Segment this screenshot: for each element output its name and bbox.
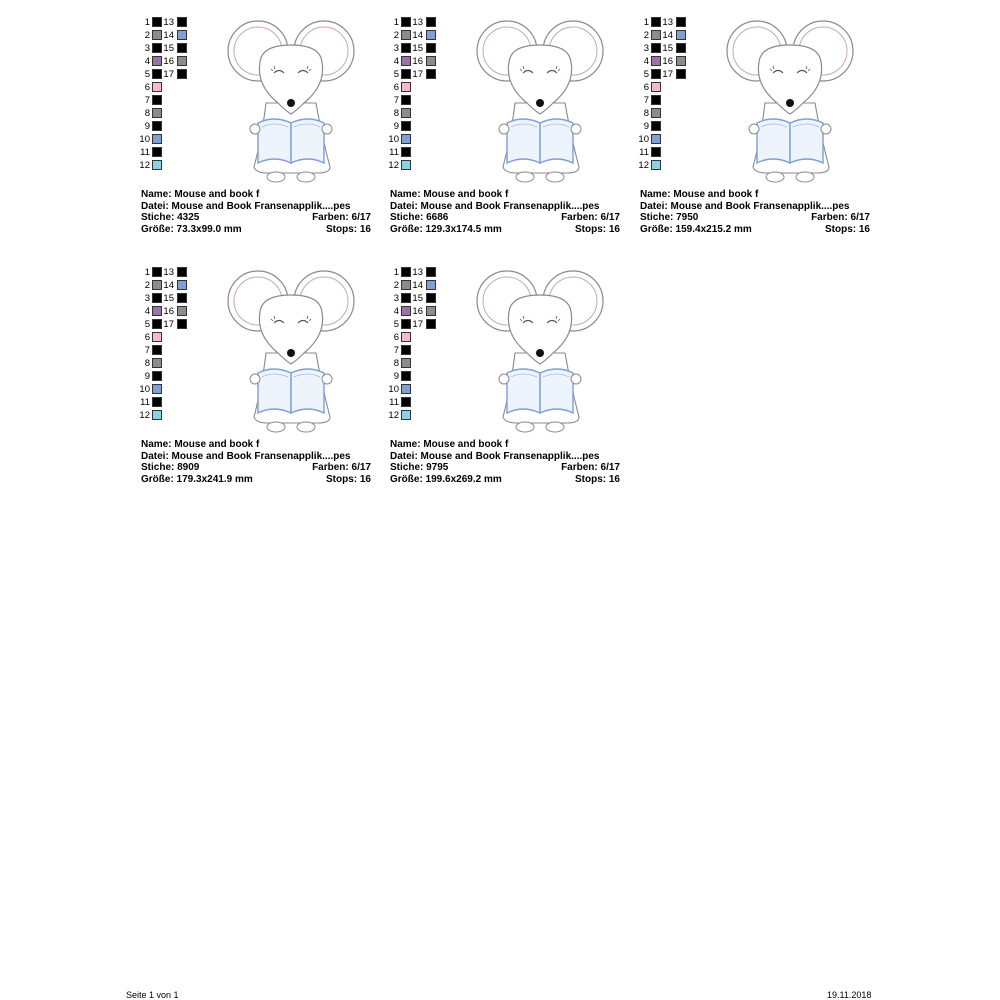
palette-row: [141, 358, 201, 371]
color-count: Farben: 6/17: [561, 212, 620, 223]
color-number: 2: [393, 30, 399, 41]
color-number: 4: [144, 306, 150, 317]
color-number: 2: [393, 280, 399, 291]
design-name: Name: Mouse and book f: [640, 189, 759, 200]
color-swatch: [426, 293, 436, 303]
palette-row: [141, 108, 201, 121]
color-number: 5: [393, 69, 399, 80]
design-card: [640, 17, 875, 242]
palette-row: [640, 56, 700, 69]
design-name: Name: Mouse and book f: [141, 189, 260, 200]
palette-row: [390, 17, 450, 30]
color-number: 2: [144, 30, 150, 41]
mouse-reading-book-illustration: [725, 17, 860, 187]
color-number: 17: [163, 319, 174, 330]
design-card: [141, 267, 376, 492]
color-number: 11: [389, 397, 399, 408]
color-swatch: [152, 147, 162, 157]
info-line: [141, 224, 371, 236]
color-swatch: [426, 43, 436, 53]
color-swatch: [152, 121, 162, 131]
color-number: 1: [393, 17, 399, 28]
info-line: [390, 224, 620, 236]
color-number: 6: [393, 82, 399, 93]
color-swatch: [177, 280, 187, 290]
color-number: 1: [393, 267, 399, 278]
color-number: 2: [144, 280, 150, 291]
design-file: Datei: Mouse and Book Fransenapplik....pes: [390, 450, 600, 462]
color-number: 17: [412, 319, 423, 330]
info-line: [390, 451, 620, 463]
color-number: 9: [144, 121, 150, 132]
design-size: Größe: 159.4x215.2 mm: [640, 223, 752, 235]
color-swatch: [676, 17, 686, 27]
color-number: 3: [393, 293, 399, 304]
palette-row: [640, 17, 700, 30]
mouse-reading-book-illustration: [475, 267, 610, 437]
mouse-reading-book-illustration: [226, 267, 361, 437]
stop-count: Stops: 16: [325, 223, 371, 235]
palette-row: [390, 134, 450, 147]
color-number: 14: [412, 30, 423, 41]
color-swatch: [426, 280, 436, 290]
palette-row: [390, 384, 450, 397]
color-swatch: [401, 160, 411, 170]
color-number: 10: [139, 134, 150, 145]
info-line: [141, 439, 371, 451]
palette-row: [390, 82, 450, 95]
color-swatch: [152, 134, 162, 144]
color-swatch: [177, 319, 187, 329]
color-number: 17: [662, 69, 673, 80]
info-line: [640, 224, 870, 236]
color-count: Farben: 6/17: [561, 462, 620, 473]
color-number: 15: [662, 43, 673, 54]
palette-row: [390, 69, 450, 82]
color-number: 9: [643, 121, 649, 132]
color-number: 15: [412, 43, 423, 54]
color-swatch: [401, 384, 411, 394]
palette-row: [141, 95, 201, 108]
color-number: 15: [412, 293, 423, 304]
color-count: Farben: 6/17: [811, 212, 870, 223]
stitch-count: Stiche: 4325: [141, 212, 200, 223]
color-number: 4: [643, 56, 649, 67]
color-swatch: [177, 267, 187, 277]
palette-row: [141, 384, 201, 397]
palette-row: [640, 95, 700, 108]
palette-row: [390, 56, 450, 69]
color-swatch: [401, 147, 411, 157]
palette-row: [141, 267, 201, 280]
color-number: 14: [662, 30, 673, 41]
color-number: 10: [638, 134, 649, 145]
print-date: 19.11.2018: [827, 990, 872, 1000]
color-swatch: [401, 410, 411, 420]
color-swatch: [651, 134, 661, 144]
color-swatch: [152, 358, 162, 368]
color-swatch: [177, 30, 187, 40]
color-number: 14: [163, 280, 174, 291]
design-preview: [725, 17, 860, 187]
color-swatch: [177, 17, 187, 27]
color-swatch: [152, 82, 162, 92]
color-number: 1: [643, 17, 649, 28]
color-count: Farben: 6/17: [312, 462, 371, 473]
palette-row: [141, 30, 201, 43]
color-number: 10: [388, 134, 399, 145]
info-line: [640, 201, 870, 213]
palette-row: [141, 397, 201, 410]
info-line: [640, 212, 870, 224]
color-swatch: [152, 108, 162, 118]
color-number: 6: [393, 332, 399, 343]
color-swatch: [676, 43, 686, 53]
palette-row: [390, 397, 450, 410]
color-swatch: [401, 95, 411, 105]
design-preview: [226, 17, 361, 187]
color-number: 12: [139, 410, 150, 421]
palette-row: [390, 319, 450, 332]
color-swatch: [426, 319, 436, 329]
stitch-count: Stiche: 9795: [390, 462, 449, 473]
palette-row: [141, 319, 201, 332]
color-swatch: [177, 293, 187, 303]
palette-row: [640, 134, 700, 147]
palette-row: [390, 108, 450, 121]
color-number: 11: [140, 397, 150, 408]
design-card: [141, 17, 376, 242]
palette-row: [390, 306, 450, 319]
color-number: 16: [163, 306, 174, 317]
color-number: 13: [412, 267, 423, 278]
palette-row: [141, 345, 201, 358]
color-number: 1: [144, 267, 150, 278]
design-preview: [226, 267, 361, 437]
palette-row: [390, 160, 450, 173]
color-number: 12: [638, 160, 649, 171]
color-number: 11: [140, 147, 150, 158]
color-number: 7: [144, 345, 150, 356]
info-line: [390, 462, 620, 474]
palette-row: [390, 410, 450, 423]
palette-row: [141, 56, 201, 69]
design-name: Name: Mouse and book f: [390, 439, 509, 450]
color-swatch: [651, 147, 661, 157]
color-number: 12: [139, 160, 150, 171]
info-line: [390, 439, 620, 451]
palette-row: [141, 160, 201, 173]
stitch-count: Stiche: 8909: [141, 462, 200, 473]
color-swatch: [426, 267, 436, 277]
color-number: 8: [144, 108, 150, 119]
color-swatch: [401, 345, 411, 355]
palette-row: [390, 121, 450, 134]
stitch-count: Stiche: 6686: [390, 212, 449, 223]
palette-row: [141, 280, 201, 293]
design-size: Größe: 199.6x269.2 mm: [390, 473, 502, 485]
info-line: [390, 189, 620, 201]
palette-row: [390, 293, 450, 306]
design-preview: [475, 17, 610, 187]
color-number: 5: [393, 319, 399, 330]
palette-row: [390, 332, 450, 345]
palette-row: [390, 358, 450, 371]
info-line: [141, 451, 371, 463]
color-swatch: [401, 82, 411, 92]
color-number: 12: [388, 410, 399, 421]
color-number: 5: [144, 69, 150, 80]
palette-row: [390, 95, 450, 108]
color-swatch: [401, 108, 411, 118]
color-number: 1: [144, 17, 150, 28]
palette-row: [640, 160, 700, 173]
info-line: [141, 212, 371, 224]
info-line: [141, 189, 371, 201]
color-swatch: [152, 345, 162, 355]
mouse-reading-book-illustration: [475, 17, 610, 187]
palette-row: [141, 134, 201, 147]
palette-row: [390, 30, 450, 43]
palette-row: [141, 371, 201, 384]
color-swatch: [426, 69, 436, 79]
color-number: 14: [163, 30, 174, 41]
color-swatch: [401, 134, 411, 144]
color-number: 13: [163, 17, 174, 28]
color-swatch: [676, 30, 686, 40]
color-number: 7: [643, 95, 649, 106]
color-number: 8: [393, 108, 399, 119]
palette-row: [390, 280, 450, 293]
design-preview: [475, 267, 610, 437]
color-number: 9: [393, 121, 399, 132]
color-number: 15: [163, 293, 174, 304]
info-line: [141, 201, 371, 213]
color-number: 11: [389, 147, 399, 158]
color-number: 3: [643, 43, 649, 54]
palette-row: [640, 43, 700, 56]
color-number: 13: [163, 267, 174, 278]
color-number: 6: [144, 82, 150, 93]
info-line: [141, 462, 371, 474]
color-number: 7: [144, 95, 150, 106]
color-number: 3: [144, 293, 150, 304]
palette-row: [141, 147, 201, 160]
palette-row: [390, 43, 450, 56]
color-swatch: [177, 306, 187, 316]
color-number: 5: [643, 69, 649, 80]
info-line: [390, 212, 620, 224]
color-number: 6: [643, 82, 649, 93]
color-number: 4: [393, 56, 399, 67]
design-name: Name: Mouse and book f: [390, 189, 509, 200]
color-number: 17: [163, 69, 174, 80]
color-swatch: [152, 95, 162, 105]
stop-count: Stops: 16: [574, 223, 620, 235]
color-number: 13: [662, 17, 673, 28]
design-file: Datei: Mouse and Book Fransenapplik....pes: [390, 200, 600, 212]
info-line: [141, 474, 371, 486]
color-number: 8: [643, 108, 649, 119]
color-swatch: [152, 384, 162, 394]
color-number: 16: [662, 56, 673, 67]
design-name: Name: Mouse and book f: [141, 439, 260, 450]
color-swatch: [152, 410, 162, 420]
design-card: [390, 17, 625, 242]
color-number: 11: [639, 147, 649, 158]
color-number: 3: [144, 43, 150, 54]
color-swatch: [401, 371, 411, 381]
design-info: [390, 189, 620, 235]
stop-count: Stops: 16: [325, 473, 371, 485]
color-number: 2: [643, 30, 649, 41]
info-line: [390, 201, 620, 213]
color-swatch: [401, 397, 411, 407]
palette-row: [640, 121, 700, 134]
design-info: [141, 439, 371, 485]
stop-count: Stops: 16: [574, 473, 620, 485]
color-number: 16: [412, 306, 423, 317]
design-info: [640, 189, 870, 235]
color-swatch: [152, 397, 162, 407]
color-number: 16: [412, 56, 423, 67]
color-swatch: [401, 121, 411, 131]
color-swatch: [651, 160, 661, 170]
palette-row: [640, 69, 700, 82]
design-file: Datei: Mouse and Book Fransenapplik....pes: [640, 200, 850, 212]
color-swatch: [426, 56, 436, 66]
palette-row: [141, 332, 201, 345]
color-swatch: [152, 160, 162, 170]
color-number: 8: [144, 358, 150, 369]
color-number: 6: [144, 332, 150, 343]
color-swatch: [676, 56, 686, 66]
color-swatch: [426, 17, 436, 27]
color-count: Farben: 6/17: [312, 212, 371, 223]
design-info: [141, 189, 371, 235]
palette-row: [141, 293, 201, 306]
color-number: 13: [412, 17, 423, 28]
color-number: 10: [388, 384, 399, 395]
color-number: 4: [393, 306, 399, 317]
design-size: Größe: 129.3x174.5 mm: [390, 223, 502, 235]
stitch-count: Stiche: 7950: [640, 212, 699, 223]
design-card: [390, 267, 625, 492]
palette-row: [640, 30, 700, 43]
color-number: 4: [144, 56, 150, 67]
color-swatch: [152, 371, 162, 381]
palette-row: [640, 147, 700, 160]
color-number: 7: [393, 345, 399, 356]
color-swatch: [426, 30, 436, 40]
color-swatch: [177, 43, 187, 53]
palette-row: [390, 267, 450, 280]
design-info: [390, 439, 620, 485]
color-number: 3: [393, 43, 399, 54]
stop-count: Stops: 16: [824, 223, 870, 235]
palette-row: [390, 147, 450, 160]
color-swatch: [426, 306, 436, 316]
color-number: 10: [139, 384, 150, 395]
color-swatch: [651, 108, 661, 118]
color-number: 12: [388, 160, 399, 171]
color-number: 16: [163, 56, 174, 67]
palette-row: [141, 121, 201, 134]
color-swatch: [651, 121, 661, 131]
color-number: 9: [393, 371, 399, 382]
palette-row: [141, 82, 201, 95]
palette-row: [390, 371, 450, 384]
color-swatch: [152, 332, 162, 342]
design-file: Datei: Mouse and Book Fransenapplik....pes: [141, 450, 351, 462]
color-number: 7: [393, 95, 399, 106]
color-swatch: [651, 82, 661, 92]
color-swatch: [177, 56, 187, 66]
design-file: Datei: Mouse and Book Fransenapplik....pes: [141, 200, 351, 212]
palette-row: [141, 410, 201, 423]
palette-row: [141, 306, 201, 319]
palette-row: [141, 69, 201, 82]
color-number: 5: [144, 319, 150, 330]
palette-row: [390, 345, 450, 358]
color-swatch: [676, 69, 686, 79]
color-number: 9: [144, 371, 150, 382]
page-number: Seite 1 von 1: [126, 990, 179, 1000]
color-number: 14: [412, 280, 423, 291]
design-size: Größe: 179.3x241.9 mm: [141, 473, 253, 485]
color-number: 15: [163, 43, 174, 54]
palette-row: [141, 17, 201, 30]
mouse-reading-book-illustration: [226, 17, 361, 187]
color-swatch: [401, 332, 411, 342]
palette-row: [141, 43, 201, 56]
palette-row: [640, 82, 700, 95]
palette-row: [640, 108, 700, 121]
color-number: 17: [412, 69, 423, 80]
color-swatch: [401, 358, 411, 368]
color-swatch: [177, 69, 187, 79]
info-line: [390, 474, 620, 486]
info-line: [640, 189, 870, 201]
color-number: 8: [393, 358, 399, 369]
design-size: Größe: 73.3x99.0 mm: [141, 223, 242, 235]
color-swatch: [651, 95, 661, 105]
